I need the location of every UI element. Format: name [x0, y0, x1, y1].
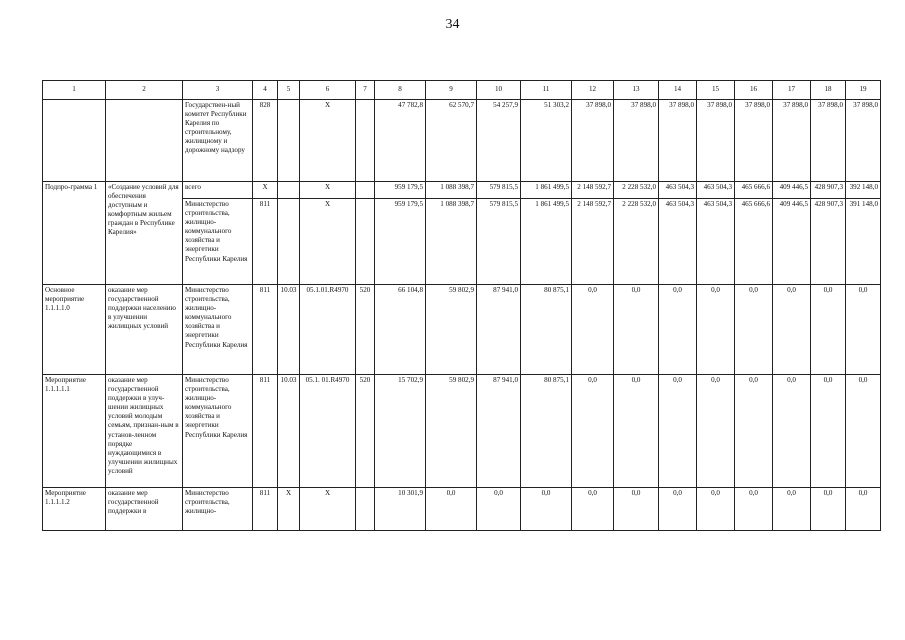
amount-cell: 0,0	[811, 488, 846, 531]
amount-cell: 465 666,6	[735, 182, 773, 199]
header-cell: 17	[773, 81, 811, 100]
amount-cell: 0,0	[773, 488, 811, 531]
expense-type-cell	[356, 100, 375, 182]
budget-table	[42, 80, 881, 531]
amount-cell: 80 875,1	[521, 285, 572, 375]
grbs-cell: 811	[253, 285, 278, 375]
responsible-executor-cell: всего	[183, 182, 253, 199]
amount-cell: 0,0	[572, 375, 614, 488]
amount-cell: 59 802,9	[426, 285, 477, 375]
amount-cell: 0,0	[735, 488, 773, 531]
program-level-cell: Основное мероприятие 1.1.1.1.0	[43, 285, 106, 375]
amount-cell: 87 941,0	[477, 285, 521, 375]
amount-cell: 0,0	[773, 285, 811, 375]
section-cell: 10.03	[278, 375, 300, 488]
target-article-cell: Х	[300, 199, 356, 285]
header-cell: 1	[43, 81, 106, 100]
amount-cell: 47 782,8	[375, 100, 426, 182]
expense-type-cell: 520	[356, 375, 375, 488]
program-level-cell: Подпро-грамма 1	[43, 182, 106, 285]
target-article-cell: 05.1. 01.R4970	[300, 375, 356, 488]
header-cell: 15	[697, 81, 735, 100]
amount-cell: 428 907,3	[811, 182, 846, 199]
section-cell	[278, 182, 300, 199]
grbs-cell: 828	[253, 100, 278, 182]
amount-cell: 37 898,0	[735, 100, 773, 182]
amount-cell: 0,0	[477, 488, 521, 531]
table-row	[43, 488, 881, 531]
amount-cell: 0,0	[659, 285, 697, 375]
responsible-executor-cell: Министерство строительства, жилищно-коммунального хозяйства и энергетики Республики Карелия	[183, 285, 253, 375]
expense-type-cell	[356, 488, 375, 531]
program-level-cell	[43, 100, 106, 182]
amount-cell: 0,0	[697, 488, 735, 531]
amount-cell: 0,0	[614, 488, 659, 531]
amount-cell: 0,0	[846, 285, 881, 375]
amount-cell: 463 504,3	[697, 182, 735, 199]
amount-cell: 0,0	[735, 285, 773, 375]
header-cell: 12	[572, 81, 614, 100]
target-article-cell: Х	[300, 100, 356, 182]
amount-cell: 0,0	[697, 375, 735, 488]
responsible-executor-cell: Министерство строительства, жилищно-коммунального хозяйства и энергетики Республики Карелия	[183, 199, 253, 285]
amount-cell: 1 861 499,5	[521, 199, 572, 285]
amount-cell: 10 301,9	[375, 488, 426, 531]
amount-cell: 1 088 398,7	[426, 199, 477, 285]
grbs-cell: 811	[253, 488, 278, 531]
section-cell: Х	[278, 488, 300, 531]
section-cell	[278, 199, 300, 285]
header-cell: 13	[614, 81, 659, 100]
amount-cell: 463 504,3	[697, 199, 735, 285]
amount-cell: 959 179,5	[375, 199, 426, 285]
program-name-cell: оказание мер государственной поддержки в улуч-шении жилищных условий молодым семьям, признан-ным в установ-ленном порядке нуждающимися в улучшении жилищных условий	[106, 375, 183, 488]
expense-type-cell: 520	[356, 285, 375, 375]
table-row	[43, 375, 881, 488]
amount-cell: 51 303,2	[521, 100, 572, 182]
amount-cell: 0,0	[811, 375, 846, 488]
header-cell: 16	[735, 81, 773, 100]
section-cell	[278, 100, 300, 182]
amount-cell: 0,0	[659, 375, 697, 488]
table-row	[43, 285, 881, 375]
page-number: 34	[445, 17, 460, 32]
program-name-cell: «Создание условий для обеспечения доступным и комфортным жильем граждан в Республике Карелия»	[106, 182, 183, 285]
amount-cell: 37 898,0	[614, 100, 659, 182]
header-cell: 14	[659, 81, 697, 100]
program-name-cell: оказание мер государственной поддержки в	[106, 488, 183, 531]
amount-cell: 0,0	[614, 285, 659, 375]
grbs-cell: Х	[253, 182, 278, 199]
amount-cell: 463 504,3	[659, 199, 697, 285]
amount-cell: 1 861 499,5	[521, 182, 572, 199]
amount-cell: 463 504,3	[659, 182, 697, 199]
amount-cell: 62 570,7	[426, 100, 477, 182]
amount-cell: 2 228 532,0	[614, 199, 659, 285]
grbs-cell: 811	[253, 199, 278, 285]
header-cell: 5	[278, 81, 300, 100]
amount-cell: 409 446,5	[773, 199, 811, 285]
amount-cell: 37 898,0	[659, 100, 697, 182]
section-cell: 10.03	[278, 285, 300, 375]
header-cell: 18	[811, 81, 846, 100]
amount-cell: 0,0	[572, 285, 614, 375]
header-cell: 4	[253, 81, 278, 100]
amount-cell: 0,0	[735, 375, 773, 488]
responsible-executor-cell: Министерство строительства, жилищно-коммунального хозяйства и энергетики Республики Карелия	[183, 375, 253, 488]
table-header-row	[43, 81, 881, 100]
amount-cell: 2 228 532,0	[614, 182, 659, 199]
amount-cell: 66 104,8	[375, 285, 426, 375]
program-name-cell: оказание мер государственной поддержки населению в улучшении жилищных условий	[106, 285, 183, 375]
amount-cell: 0,0	[846, 375, 881, 488]
responsible-executor-cell: Министерство строительства, жилищно-	[183, 488, 253, 531]
amount-cell: 0,0	[572, 488, 614, 531]
target-article-cell: 05.1.01.R4970	[300, 285, 356, 375]
amount-cell: 0,0	[614, 375, 659, 488]
amount-cell: 0,0	[426, 488, 477, 531]
amount-cell: 37 898,0	[773, 100, 811, 182]
amount-cell: 37 898,0	[846, 100, 881, 182]
amount-cell: 428 907,3	[811, 199, 846, 285]
amount-cell: 391 148,0	[846, 199, 881, 285]
amount-cell: 0,0	[521, 488, 572, 531]
header-cell: 7	[356, 81, 375, 100]
target-article-cell: Х	[300, 182, 356, 199]
amount-cell: 59 802,9	[426, 375, 477, 488]
table-row	[43, 182, 881, 199]
program-name-cell	[106, 100, 183, 182]
header-cell: 10	[477, 81, 521, 100]
amount-cell: 1 088 398,7	[426, 182, 477, 199]
header-cell: 2	[106, 81, 183, 100]
expense-type-cell	[356, 182, 375, 199]
expense-type-cell	[356, 199, 375, 285]
target-article-cell: Х	[300, 488, 356, 531]
program-level-cell: Мероприятие 1.1.1.1.2	[43, 488, 106, 531]
header-cell: 11	[521, 81, 572, 100]
amount-cell: 87 941,0	[477, 375, 521, 488]
header-cell: 9	[426, 81, 477, 100]
amount-cell: 0,0	[659, 488, 697, 531]
header-cell: 19	[846, 81, 881, 100]
amount-cell: 465 666,6	[735, 199, 773, 285]
responsible-executor-cell: Государствен-ный комитет Республики Карелия по строительному, жилищному и дорожному надзору	[183, 100, 253, 182]
amount-cell: 0,0	[697, 285, 735, 375]
header-cell: 6	[300, 81, 356, 100]
header-cell: 3	[183, 81, 253, 100]
amount-cell: 0,0	[846, 488, 881, 531]
amount-cell: 80 875,1	[521, 375, 572, 488]
amount-cell: 37 898,0	[697, 100, 735, 182]
amount-cell: 2 148 592,7	[572, 199, 614, 285]
amount-cell: 37 898,0	[811, 100, 846, 182]
amount-cell: 409 446,5	[773, 182, 811, 199]
amount-cell: 0,0	[773, 375, 811, 488]
amount-cell: 54 257,9	[477, 100, 521, 182]
amount-cell: 15 702,9	[375, 375, 426, 488]
header-cell: 8	[375, 81, 426, 100]
amount-cell: 959 179,5	[375, 182, 426, 199]
amount-cell: 37 898,0	[572, 100, 614, 182]
amount-cell: 392 148,0	[846, 182, 881, 199]
table-row	[43, 100, 881, 182]
amount-cell: 579 815,5	[477, 199, 521, 285]
grbs-cell: 811	[253, 375, 278, 488]
amount-cell: 2 148 592,7	[572, 182, 614, 199]
amount-cell: 0,0	[811, 285, 846, 375]
program-level-cell: Мероприятие 1.1.1.1.1	[43, 375, 106, 488]
amount-cell: 579 815,5	[477, 182, 521, 199]
